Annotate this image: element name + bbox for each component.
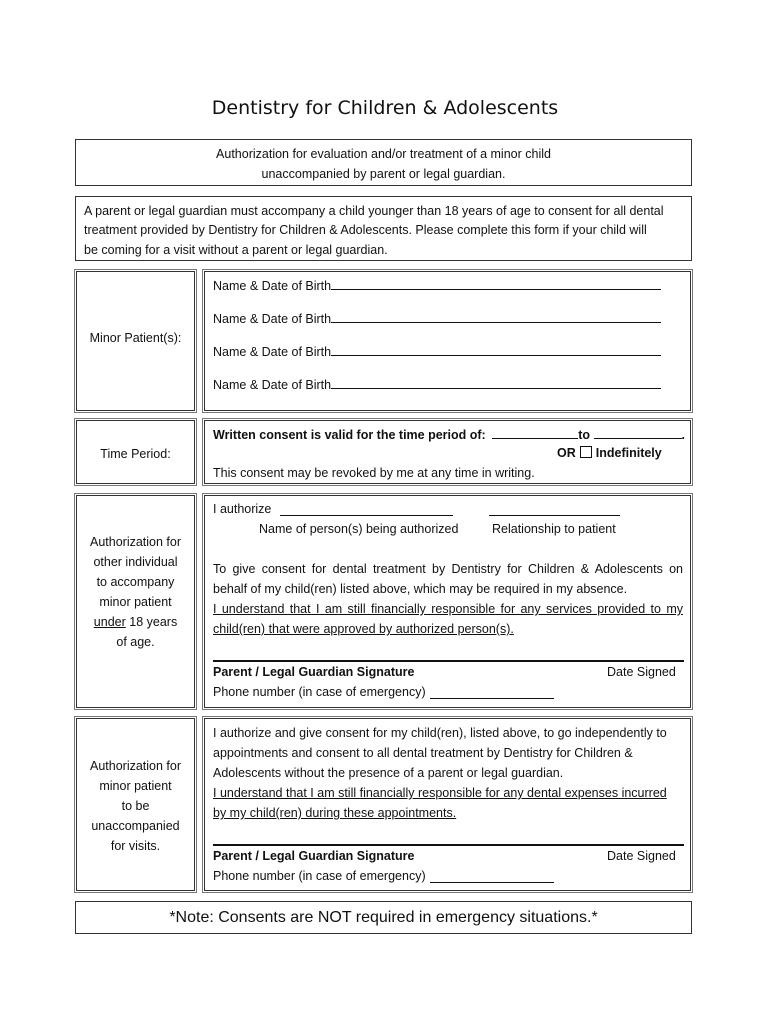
name-dob-label: Name & Date of Birth <box>213 378 332 392</box>
minor-patient-field-4[interactable] <box>213 376 661 393</box>
understand-line-1: I understand that I am still financially responsible for any services provided to my <box>213 602 683 616</box>
or-text: OR <box>557 446 576 460</box>
page-title: Dentistry for Children & Adolescents <box>211 97 559 119</box>
auth-unaccompanied-label-line: unaccompanied <box>91 819 180 833</box>
under-text: under <box>93 615 126 629</box>
name-dob-input-3[interactable] <box>331 343 661 356</box>
time-period-valid-line: Written consent is valid for the time period of: to . <box>213 428 685 442</box>
signature-label: Parent / Legal Guardian Signature <box>213 849 415 863</box>
auth-unaccompanied-label <box>76 756 195 856</box>
auth-other-label-line: of age. <box>116 635 155 649</box>
name-dob-input-1[interactable] <box>331 277 661 290</box>
name-dob-input-4[interactable] <box>331 376 661 389</box>
to-text: to <box>578 428 591 442</box>
intro-line-1: Authorization for evaluation and/or treatment of a minor child <box>216 147 551 161</box>
name-dob-input-2[interactable] <box>331 310 661 323</box>
intro-line-2: unaccompanied by parent or legal guardian. <box>261 167 506 181</box>
auth-unaccompanied-label-line: Authorization for <box>89 759 182 773</box>
unaccompanied-understand-1: I understand that I am still financially responsible for any dental expenses incurred <box>213 786 667 800</box>
consent-line-2: behalf of my child(ren) listed above, which may be required in my absence. <box>213 582 628 596</box>
minor-patients-label: Minor Patient(s): <box>89 331 182 345</box>
time-period-label: Time Period: <box>100 447 171 461</box>
signature-label: Parent / Legal Guardian Signature <box>213 665 415 679</box>
name-dob-label: Name & Date of Birth <box>213 312 332 326</box>
i-authorize-text: I authorize <box>213 502 272 516</box>
date-signed-label: Date Signed <box>607 665 676 679</box>
auth-other-label-line: other individual <box>93 555 178 569</box>
auth-other-label-line <box>76 612 195 632</box>
name-dob-label: Name & Date of Birth <box>213 279 332 293</box>
consent-line-1: To give consent for dental treatment by Dentistry for Children & Adolescents on <box>213 562 683 576</box>
phone-input[interactable] <box>430 870 554 883</box>
auth-other-label-line: minor patient <box>99 595 172 609</box>
note-box <box>75 901 692 934</box>
minor-patient-field-1[interactable] <box>213 277 661 294</box>
minor-patient-field-2[interactable] <box>213 310 661 327</box>
end-date-input[interactable] <box>594 426 682 439</box>
policy-line-2: treatment provided by Dentistry for Children & Adolescents. Please complete this form if your child will <box>84 223 647 237</box>
relationship-caption: Relationship to patient <box>492 522 616 536</box>
revoke-text: This consent may be revoked by me at any time in writing. <box>213 466 535 480</box>
auth-unaccompanied-label-line: for visits. <box>110 839 161 853</box>
indefinitely-line <box>557 445 662 461</box>
name-caption: Name of person(s) being authorized <box>259 522 459 536</box>
policy-line-1: A parent or legal guardian must accompany a child younger than 18 years of age to consent for all dental <box>84 204 664 218</box>
note-text: *Note: Consents are NOT required in emergency situations.* <box>169 909 598 926</box>
phone-label: Phone number (in case of emergency) <box>213 869 426 883</box>
relationship-input[interactable] <box>489 503 620 516</box>
unaccompanied-line-2: appointments and consent to all dental treatment by Dentistry for Children & <box>213 746 633 760</box>
start-date-input[interactable] <box>492 426 578 439</box>
auth-other-label <box>76 532 195 652</box>
valid-text: Written consent is valid for the time period of: <box>213 428 486 442</box>
unaccompanied-line-1: I authorize and give consent for my child(ren), listed above, to go independently to <box>213 726 667 740</box>
name-dob-label: Name & Date of Birth <box>213 345 332 359</box>
indefinitely-checkbox[interactable] <box>580 446 592 458</box>
authorized-name-input[interactable] <box>280 503 453 516</box>
understand-line-2: child(ren) that were approved by authorized person(s). <box>213 622 514 636</box>
indefinitely-text: Indefinitely <box>595 446 662 460</box>
auth-unaccompanied-label-line: to be <box>121 799 150 813</box>
policy-line-3: be coming for a visit without a parent or legal guardian. <box>84 243 388 257</box>
unaccompanied-understand-2: by my child(ren) during these appointments. <box>213 806 457 820</box>
auth-other-label-line: to accompany <box>96 575 175 589</box>
auth-other-label-line: Authorization for <box>89 535 182 549</box>
date-signed-label: Date Signed <box>607 849 676 863</box>
signature-line[interactable] <box>213 660 684 662</box>
phone-label: Phone number (in case of emergency) <box>213 685 426 699</box>
auth-unaccompanied-label-line: minor patient <box>99 779 172 793</box>
phone-input[interactable] <box>430 686 554 699</box>
signature-line[interactable] <box>213 844 684 846</box>
unaccompanied-line-3: Adolescents without the presence of a parent or legal guardian. <box>213 766 564 780</box>
18-years-text: 18 years <box>125 615 178 629</box>
minor-patient-field-3[interactable] <box>213 343 661 360</box>
